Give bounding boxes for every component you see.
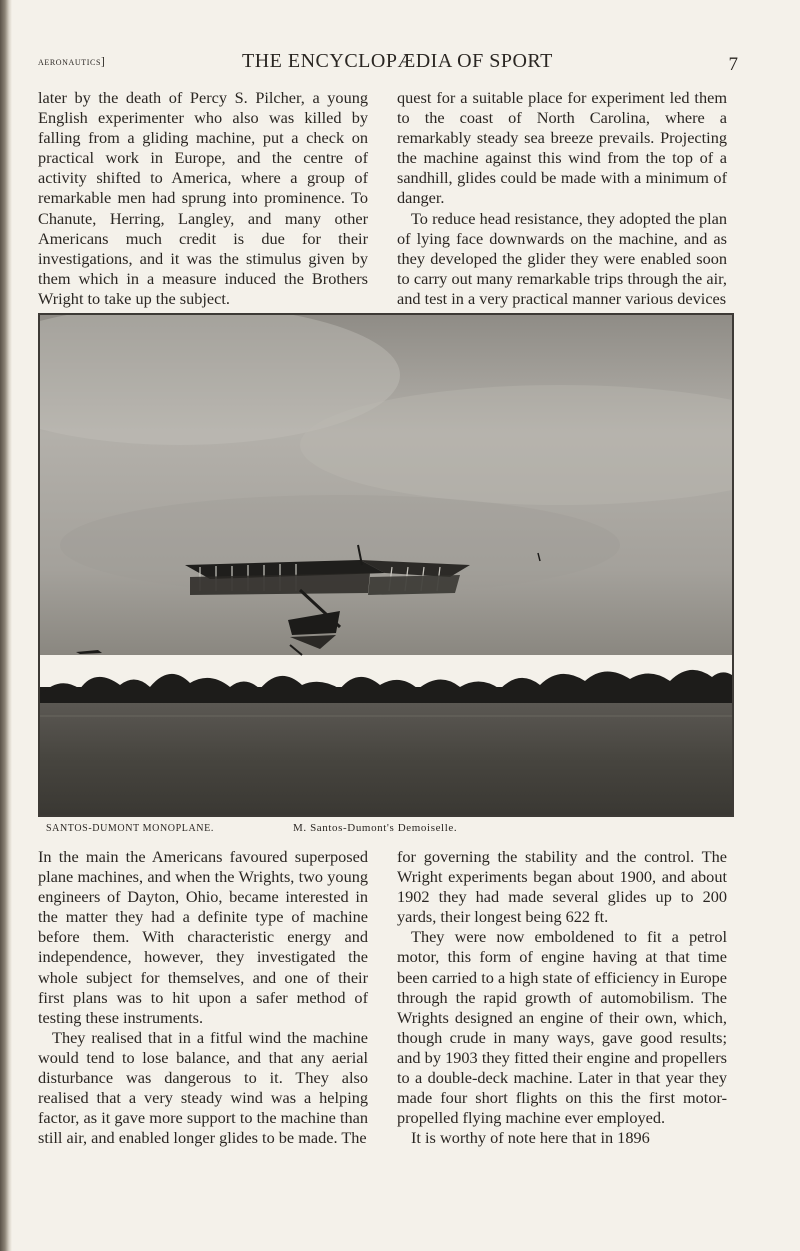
- paragraph: To reduce head resistance, they adopted the plan of lying face downwards on the machine, and as they developed the glider they were enabled soon to carry out many remarkable trips through the air, and test in a very practical manner various devices: [397, 208, 727, 308]
- text-column-top-right: [397, 88, 727, 309]
- paragraph: for governing the stability and the control. The Wright experiments began about 1900, and about 1902 they had made several glides up to 200 yards, their longest being 622 ft.: [397, 847, 727, 927]
- book-title: THE ENCYCLOPÆDIA OF SPORT: [242, 50, 553, 72]
- text-column-bottom-left: [38, 847, 368, 1148]
- text-column-bottom-right: [397, 847, 727, 1148]
- plate-caption: [38, 823, 738, 839]
- treeline: [40, 670, 732, 707]
- section-label: aeronautics]: [38, 56, 106, 68]
- paragraph: quest for a suitable place for experiment led them to the coast of North Carolina, where a remarkably steady sea breeze prevails. Projecting the machine against this wind from the top of a sandhill, glides could be made with a minimum of danger.: [397, 88, 727, 208]
- page-spine-edge: [0, 0, 12, 1251]
- paragraph: They realised that in a fitful wind the machine would tend to lose balance, and that any aerial disturbance was dangerous to it. They also realised that a very steady wind was a helping factor, as it gave more support to the machine than still air, and enabled longer glides to be made. The: [38, 1027, 368, 1148]
- paragraph: later by the death of Percy S. Pilcher, a young English experimenter who also was killed by falling from a gliding machine, put a check on practical work in Europe, and the centre of activity shifted to America, where a group of remarkable men had sprung into prominence. To Chanute, Herring, Langley, and many other Americans much credit is due for their investigations, and it was the stimulus given by them which in a measure induced the Brothers Wright to take up the subject.: [38, 88, 368, 308]
- paragraph: It is worthy of note here that in 1896: [411, 1128, 650, 1148]
- caption-center: M. Santos-Dumont's Demoiselle.: [293, 822, 458, 834]
- caption-left: SANTOS-DUMONT MONOPLANE.: [46, 823, 214, 834]
- running-header: [38, 50, 738, 78]
- page-number: 7: [728, 54, 738, 75]
- paragraph: They were now emboldened to fit a petrol motor, this form of engine having at that time been carried to a high state of efficiency in Europe through the rapid growth of automobilism. The Wrights designed an engine of their own, which, though crude in many ways, gave good results; and by 1903 they fitted their engine and propellers to a double-deck machine. Later in that year they made four short flights on this the first motor-propelled flying machine ever employed.: [397, 927, 727, 1128]
- field: [40, 703, 732, 815]
- photograph-plate: [38, 313, 734, 817]
- demoiselle-photograph: [40, 315, 732, 815]
- text-column-top-left: [38, 88, 368, 309]
- paragraph: In the main the Americans favoured superposed plane machines, and when the Wrights, two young engineers of Dayton, Ohio, became interested in the matter they had a definite type of machine before them. With characteristic energy and independence, however, they investigated the whole subject for themselves, and one of their first plans was to hit upon a safer method of testing these instruments.: [38, 847, 368, 1027]
